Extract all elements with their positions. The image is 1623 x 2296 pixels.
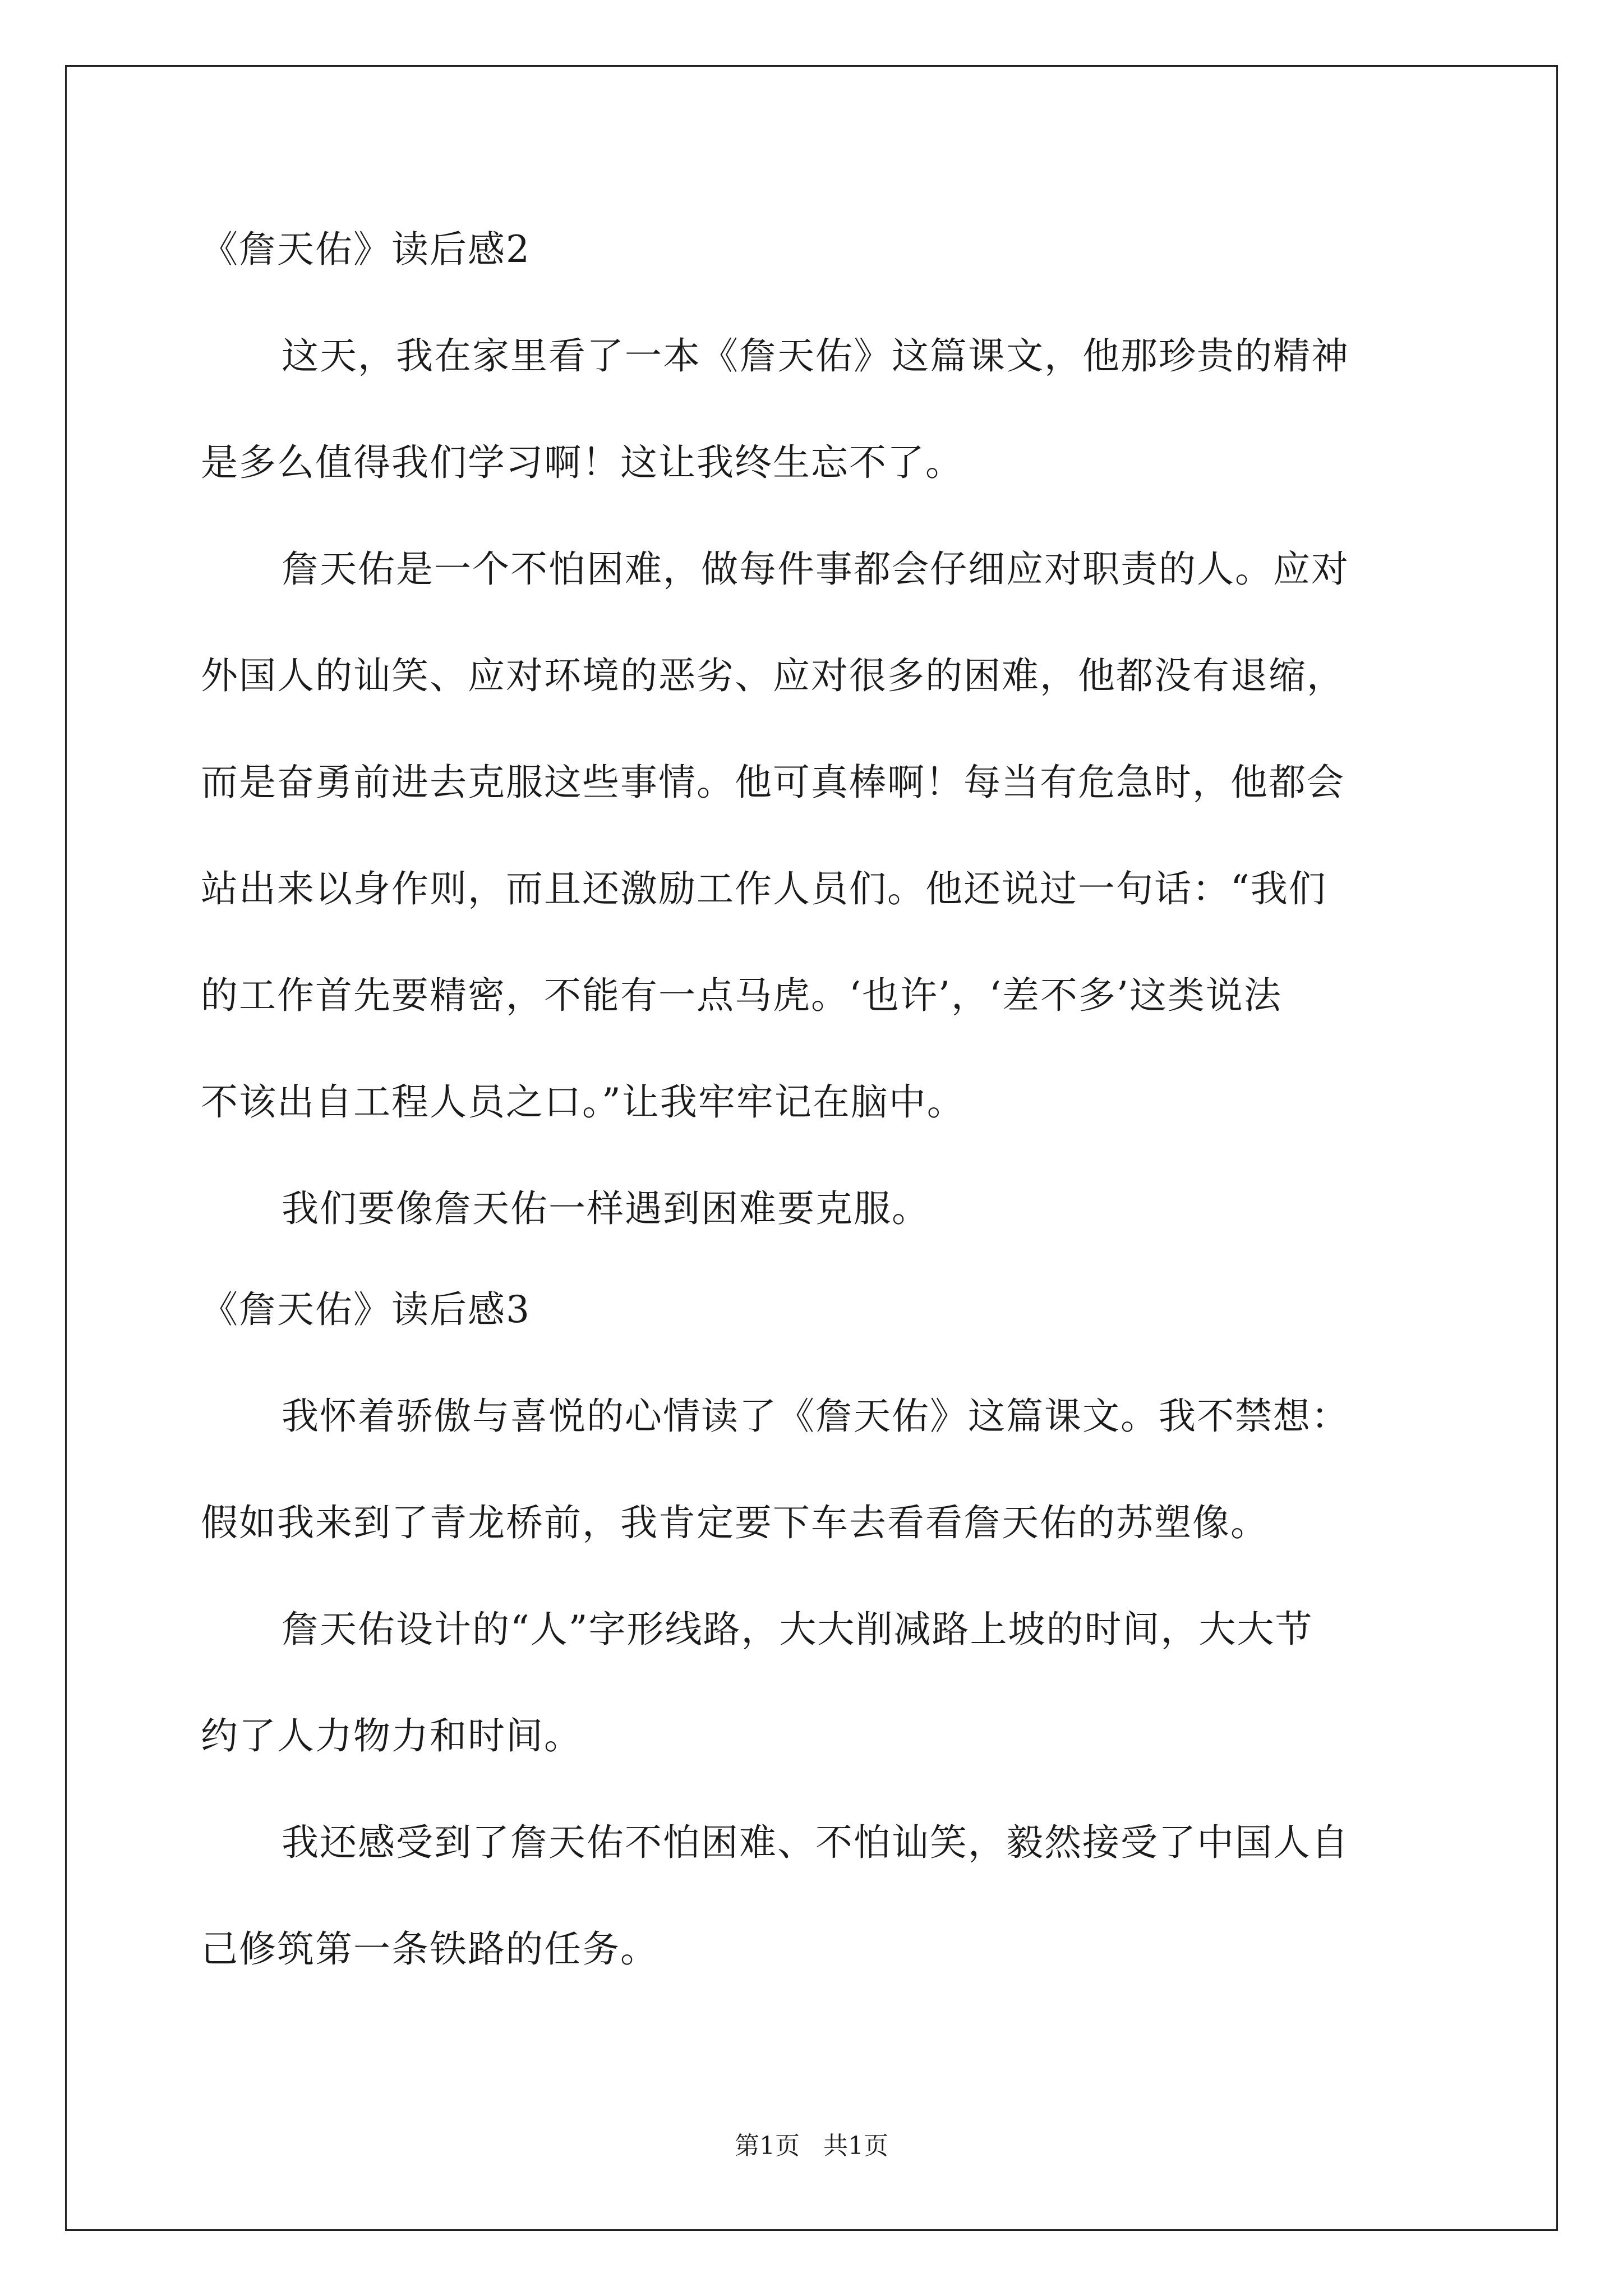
paragraph-line: 站出来以身作则，而且还激励工作人员们。他还说过一句话：“我们 — [201, 867, 1327, 910]
paragraph-line: 而是奋勇前进去克服这些事情。他可真棒啊！每当有危急时，他都会 — [201, 761, 1345, 804]
paragraph-line: 詹天佑设计的“人”字形线路，大大削减路上坡的时间，大大节 — [282, 1608, 1313, 1651]
page-border — [65, 65, 1558, 2231]
paragraph-line: 不该出自工程人员之口。”让我牢牢记在脑中。 — [201, 1080, 965, 1124]
paragraph-line: 外国人的讪笑、应对环境的恶劣、应对很多的困难，他都没有退缩， — [201, 654, 1345, 697]
paragraph-line: 己修筑第一条铁路的任务。 — [201, 1927, 658, 1971]
section-heading: 《詹天佑》读后感3 — [201, 1288, 531, 1331]
paragraph-line: 我还感受到了詹天佑不怕困难、不怕讪笑，毅然接受了中国人自 — [282, 1821, 1349, 1864]
paragraph-line: 假如我来到了青龙桥前，我肯定要下车去看看詹天佑的苏塑像。 — [201, 1501, 1269, 1544]
paragraph-line: 詹天佑是一个不怕困难，做每件事都会仔细应对职责的人。应对 — [282, 547, 1349, 591]
page-number-current: 第1页 — [735, 2132, 800, 2160]
paragraph-line: 我们要像詹天佑一样遇到困难要克服。 — [282, 1187, 930, 1230]
page-number-total: 共1页 — [823, 2132, 888, 2160]
page-footer — [0, 2129, 1623, 2163]
section-heading: 《詹天佑》读后感2 — [201, 228, 531, 271]
paragraph-line: 我怀着骄傲与喜悦的心情读了《詹天佑》这篇课文。我不禁想： — [282, 1395, 1349, 1438]
paragraph-line: 是多么值得我们学习啊！这让我终生忘不了。 — [201, 441, 963, 484]
paragraph-line: 约了人力物力和时间。 — [201, 1714, 582, 1757]
paragraph-line: 这天，我在家里看了一本《詹天佑》这篇课文，他那珍贵的精神 — [282, 334, 1349, 378]
paragraph-line: 的工作首先要精密，不能有一点马虎。‘也许’，‘差不多’这类说法 — [201, 974, 1282, 1017]
